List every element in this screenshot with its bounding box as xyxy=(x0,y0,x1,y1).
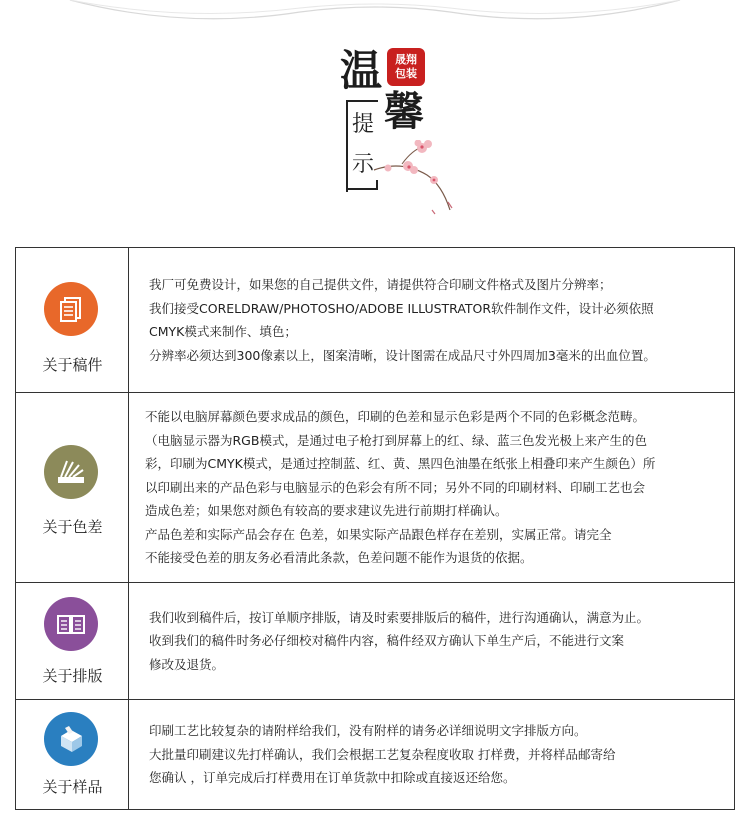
content-line: 我们接受CORELDRAW/PHOTOSHO/ADOBE ILLUSTRATOR软件制作文件，设计必须依照 xyxy=(149,300,654,316)
content-line: 彩，印刷为CMYK模式，是通过控制蓝、红、黄、黑四色油墨在纸张上相叠印来产生颜色）所 xyxy=(145,456,656,472)
section-row-layout xyxy=(16,582,734,699)
notice-table xyxy=(15,247,735,810)
section-content xyxy=(129,393,734,582)
plum-blossom-decoration xyxy=(372,140,462,220)
content-line: 印刷工艺比较复杂的请附样给我们，没有附样的请务必详细说明文字排版方向。 xyxy=(149,723,587,739)
content-line: 以印刷出来的产品色彩与电脑显示的色彩会有所不同；另外不同的印刷材料、印刷工艺也会 xyxy=(145,479,646,495)
section-label-cell xyxy=(16,248,129,392)
content-line: 不能接受色差的朋友务必看清此条款，色差问题不能作为退货的依据。 xyxy=(145,550,533,566)
color-swatch-icon xyxy=(44,445,98,499)
content-line: （电脑显示器为RGB模式，是通过电子枪打到屏幕上的红、绿、蓝三色发光极上来产生的色 xyxy=(145,432,647,448)
section-label-cell xyxy=(16,700,129,809)
content-line: 修改及退货。 xyxy=(149,656,225,672)
content-line: 不能以电脑屏幕颜色要求成品的颜色，印刷的色差和显示色彩是两个不同的色彩概念范畴。 xyxy=(145,409,646,425)
content-line: 收到我们的稿件时务必仔细校对稿件内容，稿件经双方确认下单生产后，不能进行文案 xyxy=(149,633,625,649)
content-line: CMYK模式来制作、填色； xyxy=(149,324,297,339)
content-line: 我厂可免费设计，如果您的自己提供文件，请提供符合印刷文件格式及图片分辨率； xyxy=(149,277,612,292)
section-content xyxy=(129,248,734,392)
content-line: 造成色差；如果您对颜色有较高的要求建议先进行前期打样确认。 xyxy=(145,503,508,519)
content-line: 我们收到稿件后，按订单顺序排版，请及时索要排版后的稿件，进行沟通确认，满意为止。 xyxy=(149,609,650,625)
section-label: 关于样品 xyxy=(42,778,103,796)
subtitle-char-2: 示 xyxy=(351,152,374,177)
content-line: 分辨率必须达到300像素以上，图案清晰，设计图需在成品尺寸外四周加3毫米的出血位置。 xyxy=(149,347,656,363)
section-label-cell xyxy=(16,583,129,699)
subtitle-char-1: 提 xyxy=(351,112,374,137)
title-block xyxy=(0,0,750,240)
content-line: 产品色差和实际产品会存在 色差，如果实际产品跟色样存在差别，实属正常。请完全 xyxy=(145,526,612,542)
section-label-cell xyxy=(16,393,129,582)
section-label: 关于排版 xyxy=(42,667,103,685)
seal-line-2: 包装 xyxy=(395,67,417,80)
title-char-2: 馨 xyxy=(384,88,424,135)
document-icon xyxy=(44,282,98,336)
sample-box-icon xyxy=(44,712,98,766)
brand-seal xyxy=(387,48,425,86)
content-line: 您确认 ，订单完成后打样费用在订单货款中扣除或直接返还给您。 xyxy=(149,770,516,786)
section-content xyxy=(129,583,734,699)
section-row-color-difference xyxy=(16,392,734,582)
section-label: 关于稿件 xyxy=(42,356,103,374)
section-row-sample xyxy=(16,699,734,809)
content-line: 大批量印刷建议先打样确认，我们会根据工艺复杂程度收取 打样费，并将样品邮寄给 xyxy=(149,746,616,762)
seal-line-1: 晟翔 xyxy=(395,53,417,66)
section-label: 关于色差 xyxy=(42,518,103,536)
section-row-manuscript xyxy=(16,248,734,392)
section-content xyxy=(129,700,734,809)
open-book-icon xyxy=(44,597,98,651)
title-char-1: 温 xyxy=(340,46,383,95)
